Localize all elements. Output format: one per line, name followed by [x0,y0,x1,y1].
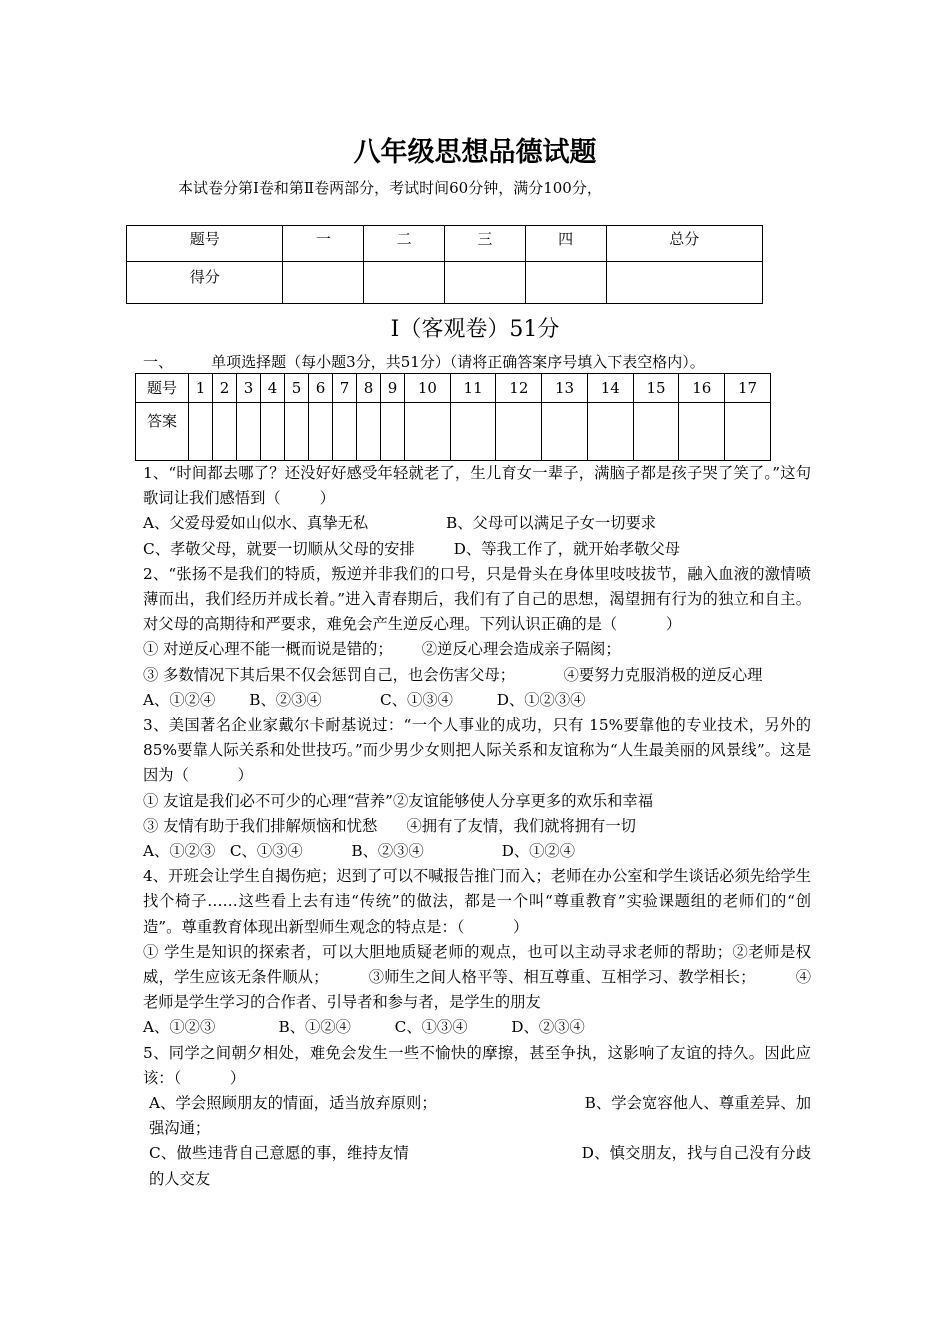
answer-table-number: 9 [381,374,405,403]
question-2-statements-2: ③ 多数情况下其后果不仅会惩罚自己，也会伤害父母； ④要努力克服消极的逆反心理 [143,665,763,684]
answer-cell[interactable] [450,403,496,461]
answer-cell[interactable] [357,403,381,461]
answer-table-number: 13 [542,374,588,403]
score-cell[interactable] [364,262,445,304]
question-2-statements-1: ① 对逆反心理不能一概而说是错的； ②逆反心理会造成亲子隔阂； [143,640,621,659]
answer-table-number: 8 [357,374,381,403]
question-4-stem: 4、开班会让学生自揭伤疤；迟到了可以不喊报告推门而入；老师在办公室和学生谈话必须先给学生找个椅子……这些看上去有违“传统”的做法，都是一个叫“尊重教育”实验课题组的老师们的“创造”。尊重教育体现出新型师生观念的特点是：（ ） [143,867,811,936]
score-row-label: 得分 [127,262,283,304]
score-header-cell: 总分 [606,226,763,262]
answer-table-number: 12 [496,374,542,403]
score-cell[interactable] [525,262,606,304]
answer-table-number: 7 [333,374,357,403]
answer-table-num-label: 题号 [136,374,189,403]
score-header-cell: 一 [283,226,364,262]
answer-table-number: 5 [285,374,309,403]
question-1-stem: 1、“时间都去哪了？还没好好感受年轻就老了，生儿育女一辈子，满脑子都是孩子哭了笑了。”这句歌词让我们感悟到（ ） [143,464,811,508]
question-2-stem: 2、“张扬不是我们的特质，叛逆并非我们的口号，只是骨头在身体里吱吱拔节，融入血液的激情喷薄而出，我们经历并成长着。”进入青春期后，我们有了自己的思想，渴望拥有行为的独立和自主。对父母的高期待和严要求，难免会产生逆反心理。下列认识正确的是（ ） [143,564,811,634]
answer-cell[interactable] [213,403,237,461]
question-3-statements-2: ③ 友情有助于我们排解烦恼和忧愁 ④拥有了友情，我们就将拥有一切 [143,816,636,835]
answer-cell[interactable] [237,403,261,461]
answer-table-number: 6 [309,374,333,403]
answer-table-number: 16 [679,374,725,403]
answer-table-answer-label: 答案 [136,403,189,461]
answer-table-number: 2 [213,374,237,403]
answer-table-number: 17 [725,374,771,403]
exam-title: 八年级思想品德试题 [353,137,597,168]
answer-cell[interactable] [261,403,285,461]
answer-table-number: 14 [587,374,633,403]
question-2-options: A、①②④ B、②③④ C、①③④ D、①②③④ [143,690,586,709]
answer-table [135,373,771,461]
answer-cell[interactable] [542,403,588,461]
answer-cell[interactable] [285,403,309,461]
score-cell[interactable] [606,262,763,304]
question-5-stem: 5、同学之间朝夕相处，难免会发生一些不愉快的摩擦，甚至争执，这影响了友谊的持久。因此应该：（ ） [143,1043,811,1087]
question-5-options-cd: C、做些违背自己意愿的事，维持友情 D、慎交朋友，找与自己没有分歧的人交友 [149,1144,811,1188]
answer-table-number: 15 [633,374,679,403]
exam-intro: 本试卷分第Ⅰ卷和第Ⅱ卷两部分，考试时间60分钟，满分100分， [178,179,602,197]
answer-cell[interactable] [309,403,333,461]
score-header-cell: 三 [444,226,525,262]
score-header-cell: 题号 [127,226,283,262]
question-5-options-ab: A、学会照顾朋友的情面，适当放弃原则； B、学会宽容他人、尊重差异、加强沟通； [149,1094,811,1138]
question-4-options: A、①②③ B、①②④ C、①③④ D、②③④ [143,1018,585,1037]
answer-table-number: 1 [189,374,213,403]
question-4-statements: ① 学生是知识的探索者，可以大胆地质疑老师的观点，也可以主动寻求老师的帮助；②老师是权威，学生应该无条件顺从； ③师生之间人格平等、相互尊重、互相学习、教学相长； ④老师是学生学习的合作者、引导者和参与者，是学生的朋友 [143,942,811,1012]
score-cell[interactable] [283,262,364,304]
answer-cell[interactable] [587,403,633,461]
answer-cell[interactable] [679,403,725,461]
answer-cell[interactable] [496,403,542,461]
answer-table-number: 10 [405,374,451,403]
answer-cell[interactable] [633,403,679,461]
answer-table-number: 11 [450,374,496,403]
answer-table-number: 3 [237,374,261,403]
section-title: Ⅰ（客观卷）51分 [390,317,560,342]
score-cell[interactable] [444,262,525,304]
answer-cell[interactable] [381,403,405,461]
question-1-options-ab: A、父爱母爱如山似水、真挚无私 B、父母可以满足子女一切要求 [143,514,657,533]
score-table [126,225,763,304]
question-3-options: A、①②③ C、①③④ B、②③④ D、①②④ [143,842,576,861]
answer-cell[interactable] [725,403,771,461]
answer-table-number: 4 [261,374,285,403]
answer-cell[interactable] [333,403,357,461]
score-header-cell: 二 [364,226,445,262]
score-header-cell: 四 [525,226,606,262]
section-instruction: 一、 单项选择题（每小题3分，共51分）（请将正确答案序号填入下表空格内）。 [143,353,705,371]
question-1-options-cd: C、孝敬父母，就要一切顺从父母的安排 D、等我工作了，就开始孝敬父母 [143,539,681,558]
answer-cell[interactable] [189,403,213,461]
question-3-statements-1: ① 友谊是我们必不可少的心理“营养”②友谊能够使人分享更多的欢乐和幸福 [143,791,654,810]
question-3-stem: 3、美国著名企业家戴尔卡耐基说过：“一个人事业的成功，只有 15%要靠他的专业技术，另外的85%要靠人际关系和处世技巧。”而少男少女则把人际关系和友谊称为“人生最美丽的风景线”。这是因为（ ） [143,716,811,785]
questions-body [143,461,811,1192]
answer-cell[interactable] [405,403,451,461]
